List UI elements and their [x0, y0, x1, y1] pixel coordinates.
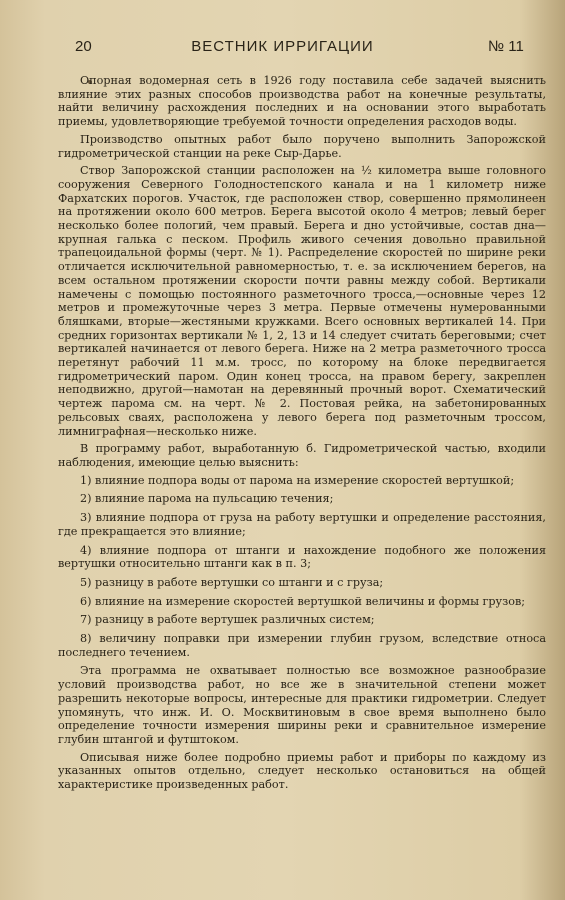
list-item: 3) влияние подпора от груза на работу вертушки и определение расстояния, где прекращается это влияние;: [58, 511, 546, 538]
paragraph: Опорная водомерная сеть в 1926 году поставила себе задачей выяснить влияние этих разных способов производства работ на конечные результаты, найти величину расхождения последних и на основании этого выработать приемы, удовлетворяющие требуемой точности определения расходов воды.: [58, 74, 546, 129]
journal-title: ВЕСТНИК ИРРИГАЦИИ: [191, 38, 374, 55]
list-item: 8) величину поправки при измерении глубин грузом, вследствие относа последнего течением.: [58, 632, 546, 659]
list-item: 1) влияние подпора воды от парома на измерение скоростей вертушкой;: [80, 473, 515, 487]
paragraph: Производство опытных работ было поручено выполнить Запорожской гидрометрической станции на реке Сыр-Дарье.: [58, 132, 546, 160]
paragraph: Створ Запорожской станции расположен на ½ километра выше головного сооружения Северного Голодностепского канала и на 1 километр ниже Фархатских порогов. Участок, где расположен створ, совершенно прямолинеен на протяжении около 600 метров. Берега высотой около 4 метров; левый берег несколько более пологий, чем правый. Берега и дно устойчивые, состав дна—крупная галька с песком. Профиль живого сечения довольно правильной трапецоидальной формы (черт. № 1). Распределение скоростей по ширине реки отличается исключительной равномерностью, т. е. за исключением берегов, на всем остальном протяжении скорости почти равны между собой. Вертикали намечены с помощью постоянного разметочного тросса,—основные через 12 метров и промежуточные через 3 метра. Первые отмечены нумерованными бляшками, вторые—жестяными кружками. Всего основных вертикалей 14. При средних горизонтах вертикали № 1, 2, 13 и 14 следует считать береговыми; счет вертикалей начинается от левого берега. Ниже на 2 метра разметочного тросса перетянут рабочий 11 м.м. тросс, по которому на блоке передвигается гидрометрический паром. Один конец тросса, на правом берегу, закреплен неподвижно, другой—намотан на деревянный прочный ворот. Схематический чертеж парома см. на черт. № 2. Постовая рейка, на забетонированных рельсовых сваях, расположена у левого берега под разметочным троссом, лимниграфная—несколько ниже.: [58, 164, 546, 438]
list-item: 7) разницу в работе вертушек различных систем;: [80, 613, 375, 627]
page-header: [0, 38, 565, 62]
paragraph: Эта программа не охватывает полностью все возможное разнообразие условий производства работ, но все же в значительной степени может разрешить некоторые вопросы, интересные для практики гидрометрии. Следует упомянуть, что инж. И. О. Москвитиновым в свое время выполнено было определение точности измерения ширины реки и сравнительное измерение глубин штангой и футштоком.: [58, 664, 546, 746]
list-item: 2) влияние парома на пульсацию течения;: [80, 492, 334, 506]
paragraph: Описывая ниже более подробно приемы работ и приборы по каждому из указанных опытов отдельно, следует несколько остановиться на общей характеристике произведенных работ.: [58, 750, 546, 792]
page-number: 20: [75, 38, 92, 55]
list-item: 6) влияние на измерение скоростей вертушкой величины и формы грузов;: [80, 594, 526, 608]
issue-number: № 11: [488, 38, 524, 55]
article-body: [58, 74, 546, 796]
list-item: 5) разницу в работе вертушки со штанги и с груза;: [80, 575, 384, 589]
paragraph: В программу работ, выработанную б. Гидрометрической частью, входили наблюдения, имеющие целью выяснить:: [58, 442, 546, 469]
list-item: 4) влияние подпора от штанги и нахождение подобного же положения вертушки относительно штанги как в п. 3;: [58, 543, 546, 571]
